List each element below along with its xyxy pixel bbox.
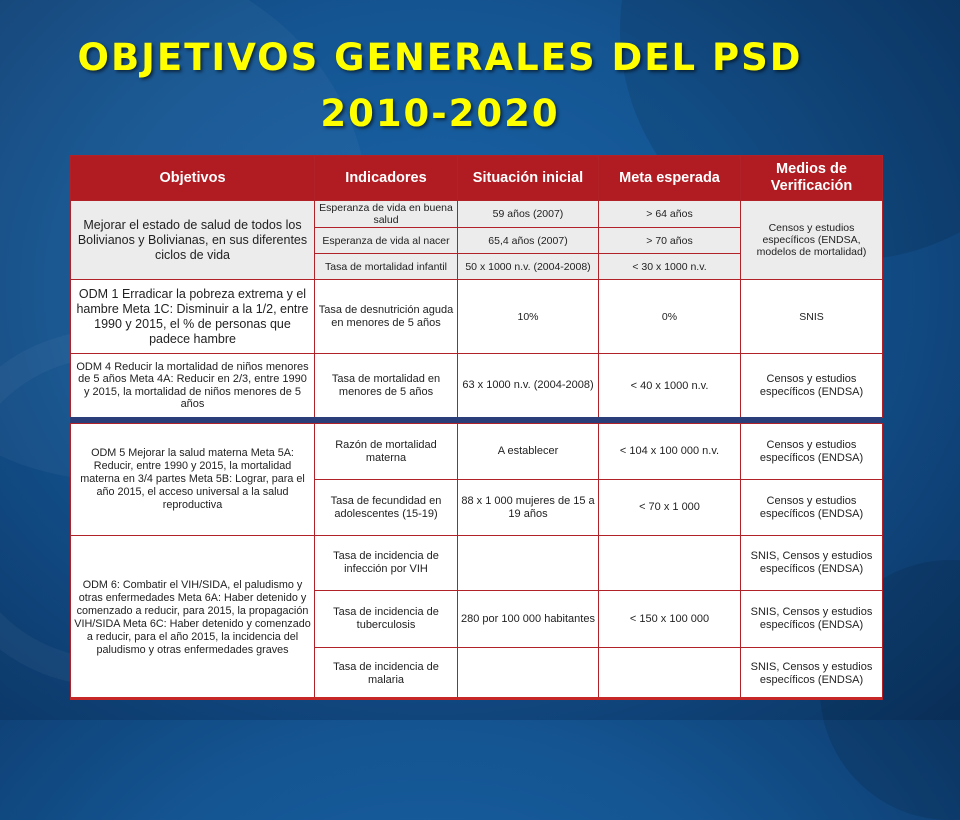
indicator-cell: Tasa de mortalidad en menores de 5 años: [315, 354, 458, 418]
verification-cell: Censos y estudios específicos (ENDSA): [741, 354, 883, 418]
indicator-cell: Tasa de mortalidad infantil: [315, 254, 458, 280]
target-cell: < 40 x 1000 n.v.: [599, 354, 741, 418]
target-cell: [599, 648, 741, 700]
target-cell: 0%: [599, 280, 741, 354]
target-cell: > 64 años: [599, 201, 741, 228]
indicator-cell: Tasa de incidencia de tuberculosis: [315, 591, 458, 648]
table-bottom-border: [70, 697, 882, 700]
initial-cell: 280 por 100 000 habitantes: [458, 591, 599, 648]
initial-cell: 10%: [458, 280, 599, 354]
objective-cell: ODM 6: Combatir el VIH/SIDA, el paludismo y otras enfermedades Meta 6A: Haber detenido y comenzado a reducir, para 2015, la propagación VIH/SIDA Meta 6C: Haber detenido y comenzado a reducir, para el año 2015, la incidencia del paludismo y otras enfermedades graves: [71, 536, 315, 700]
indicator-cell: Tasa de fecundidad en adolescentes (15-19): [315, 480, 458, 536]
slide-title-line2: 2010-2020: [320, 92, 560, 135]
verification-cell: Censos y estudios específicos (ENDSA): [741, 480, 883, 536]
table-row: [71, 201, 883, 228]
table-row: [71, 354, 883, 418]
verification-cell: SNIS, Censos y estudios específicos (ENDSA): [741, 536, 883, 591]
objective-cell: ODM 4 Reducir la mortalidad de niños menores de 5 años Meta 4A: Reducir en 2/3, entre 1990 y 2015, la mortalidad de niños menores de 5 años: [71, 354, 315, 418]
header-indicadores: Indicadores: [315, 156, 458, 201]
objectives-table-bottom: [70, 423, 883, 700]
indicator-cell: Razón de mortalidad materna: [315, 424, 458, 480]
objective-cell: ODM 5 Mejorar la salud materna Meta 5A: Reducir, entre 1990 y 2015, la mortalidad materna en 3/4 partes Meta 5B: Lograr, para el año 2015, el acceso universal a la salud reproductiva: [71, 424, 315, 536]
verification-cell: SNIS, Censos y estudios específicos (ENDSA): [741, 591, 883, 648]
initial-cell: 65,4 años (2007): [458, 228, 599, 254]
initial-cell: [458, 536, 599, 591]
slide-title-line1: OBJETIVOS GENERALES DEL PSD: [77, 36, 803, 79]
target-cell: < 104 x 100 000 n.v.: [599, 424, 741, 480]
indicator-cell: Tasa de incidencia de malaria: [315, 648, 458, 700]
indicator-cell: Tasa de incidencia de infección por VIH: [315, 536, 458, 591]
verification-cell: SNIS, Censos y estudios específicos (ENDSA): [741, 648, 883, 700]
header-situacion-inicial: Situación inicial: [458, 156, 599, 201]
verification-cell: Censos y estudios específicos (ENDSA): [741, 424, 883, 480]
initial-cell: 88 x 1 000 mujeres de 15 a 19 años: [458, 480, 599, 536]
initial-cell: 63 x 1000 n.v. (2004-2008): [458, 354, 599, 418]
indicator-cell: Tasa de desnutrición aguda en menores de 5 años: [315, 280, 458, 354]
table-header-row: [71, 156, 883, 201]
target-cell: > 70 años: [599, 228, 741, 254]
objective-cell: Mejorar el estado de salud de todos los Bolivianos y Bolivianas, en sus diferentes ciclos de vida: [71, 201, 315, 280]
header-objetivos: Objetivos: [71, 156, 315, 201]
slide-title: [40, 30, 840, 142]
table-row: [71, 536, 883, 591]
verification-cell: SNIS: [741, 280, 883, 354]
initial-cell: 50 x 1000 n.v. (2004-2008): [458, 254, 599, 280]
table-row: [71, 424, 883, 480]
initial-cell: [458, 648, 599, 700]
target-cell: < 150 x 100 000: [599, 591, 741, 648]
objective-cell: ODM 1 Erradicar la pobreza extrema y el hambre Meta 1C: Disminuir a la 1/2, entre 1990 y 2015, el % de personas que padece hambre: [71, 280, 315, 354]
initial-cell: A establecer: [458, 424, 599, 480]
verification-cell: Censos y estudios específicos (ENDSA, modelos de mortalidad): [741, 201, 883, 280]
initial-cell: 59 años (2007): [458, 201, 599, 228]
target-cell: [599, 536, 741, 591]
indicator-cell: Esperanza de vida al nacer: [315, 228, 458, 254]
target-cell: < 70 x 1 000: [599, 480, 741, 536]
target-cell: < 30 x 1000 n.v.: [599, 254, 741, 280]
objectives-table-top: [70, 155, 883, 418]
header-medios-verificacion: Medios de Verificación: [741, 156, 883, 201]
indicator-cell: Esperanza de vida en buena salud: [315, 201, 458, 228]
table-row: [71, 280, 883, 354]
header-meta-esperada: Meta esperada: [599, 156, 741, 201]
